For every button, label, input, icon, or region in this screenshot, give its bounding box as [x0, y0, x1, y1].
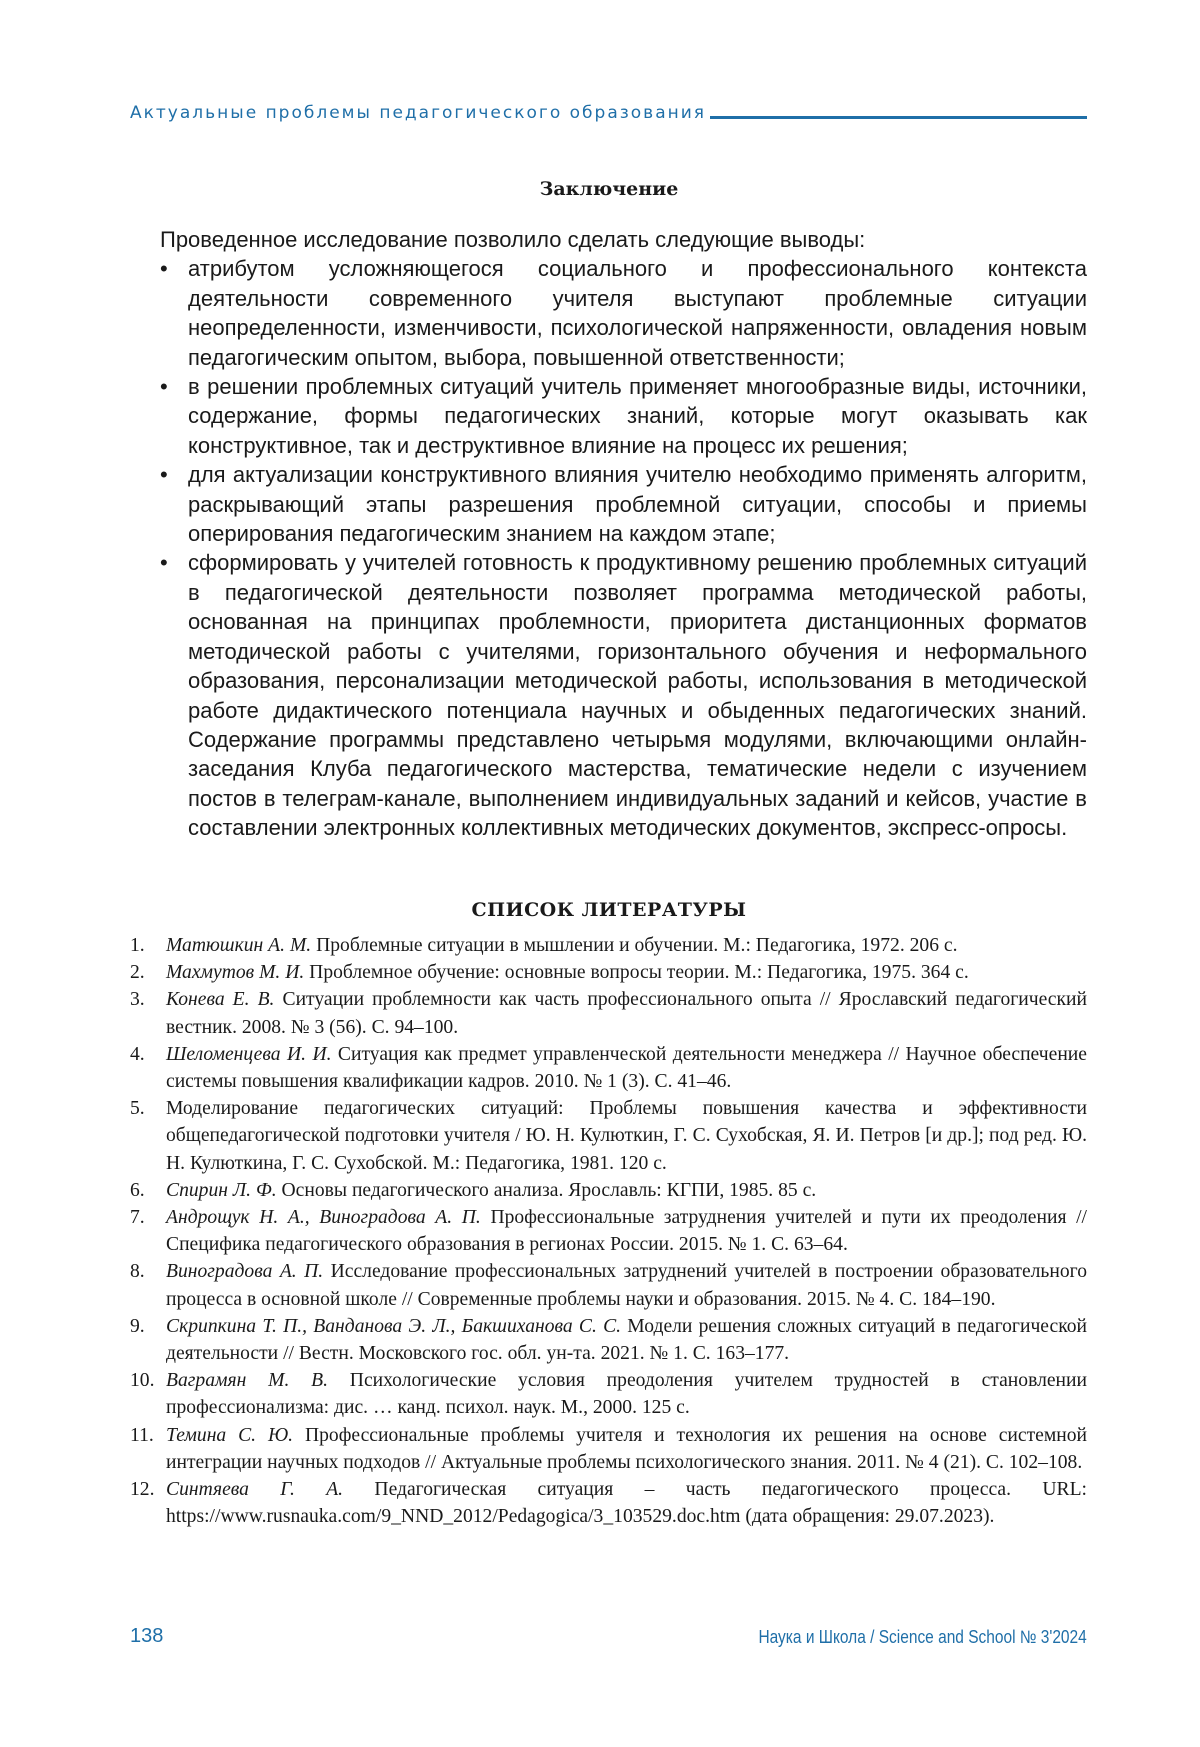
reference-number: 10. — [130, 1370, 155, 1392]
header-rule — [710, 116, 1087, 119]
reference-authors: Ваграмян М. В. — [166, 1370, 329, 1392]
reference-text: Основы педагогического анализа. Ярославль: КГПИ, 1985. 85 с. — [276, 1179, 817, 1201]
conclusion-bullet — [160, 372, 1087, 460]
conclusion-bullet — [160, 254, 1087, 372]
bullet-icon: • — [160, 550, 168, 576]
reference-item — [130, 1041, 1087, 1095]
reference-number: 7. — [130, 1207, 145, 1229]
conclusion-bullet — [160, 548, 1087, 842]
reference-text: Ситуация как предмет управленческой деятельности менеджера // Научное обеспечение системы повышения квалификации кадров. 2010. № 1 (3). С. 41–46. — [166, 1043, 1087, 1093]
reference-authors: Темина С. Ю. — [166, 1424, 294, 1446]
reference-number: 3. — [130, 989, 145, 1011]
reference-text: Педагогическая ситуация – часть педагогического процесса. URL: https://www.rusnauka.com/9_NND_2012/Pedagogica/3_103529.doc.htm (дата обращения: 29.07.2023). — [166, 1479, 1087, 1528]
reference-text: Модели решения сложных ситуаций в педагогической деятельности // Вестн. Московского гос. обл. ун-та. 2021. № 1. С. 163–177. — [166, 1315, 1087, 1365]
running-header-title: Актуальные проблемы педагогического образования — [130, 103, 707, 123]
reference-authors: Шеломенцева И. И. — [166, 1043, 332, 1065]
conclusion-body — [160, 225, 1087, 843]
reference-item — [130, 932, 1087, 959]
bullet-icon: • — [160, 374, 168, 400]
reference-authors: Матюшкин А. М. — [166, 935, 312, 956]
reference-authors: Андрощук Н. А., Виноградова А. П. — [166, 1207, 481, 1229]
references-heading: СПИСОК ЛИТЕРАТУРЫ — [471, 899, 747, 921]
reference-item — [130, 1367, 1087, 1421]
reference-text: Проблемные ситуации в мышлении и обучении. М.: Педагогика, 1972. 206 с. — [311, 935, 958, 956]
reference-number: 12. — [130, 1479, 155, 1501]
reference-authors: Виноградова А. П. — [166, 1261, 324, 1283]
reference-text: Профессиональные затруднения учителей и пути их преодоления // Специфика педагогического образования в регионах России. 2015. № 1. С. 63–64. — [166, 1207, 1087, 1256]
journal-footer: Наука и Школа / Science and School № 3'2024 — [758, 1627, 1087, 1647]
reference-item — [130, 986, 1087, 1040]
reference-item — [130, 1313, 1087, 1367]
page-number: 138 — [130, 1625, 164, 1647]
reference-item — [130, 959, 1087, 986]
conclusion-intro: Проведенное исследование позволило сделать следующие выводы: — [160, 227, 866, 252]
conclusion-heading: Заключение — [539, 178, 679, 200]
reference-number: 9. — [130, 1315, 145, 1337]
reference-authors: Махмутов М. И. — [166, 962, 305, 984]
bullet-text: в решении проблемных ситуаций учитель применяет многообразные виды, источники, содержание, формы педагогических знаний, которые могут оказывать как конструктивное, так и деструктивное влияние на процесс их решения; — [188, 374, 1087, 458]
bullet-icon: • — [160, 462, 168, 488]
reference-item — [130, 1476, 1087, 1530]
bullet-text: атрибутом усложняющегося социального и профессионального контекста деятельности современного учителя выступают проблемные ситуации неопределенности, изменчивости, психологической напряженности, овладения новым педагогическим опытом, выбора, повышенной ответственности; — [188, 256, 1087, 370]
reference-authors: Конева Е. В. — [166, 989, 275, 1011]
bullet-icon: • — [160, 256, 168, 282]
references-list — [130, 932, 1087, 1530]
conclusion-bullet — [160, 460, 1087, 548]
running-header — [130, 103, 1087, 123]
reference-text: Исследование профессиональных затруднений учителей в построении образовательного процесса в основной школе // Современные проблемы науки и образования. 2015. № 4. С. 184–190. — [166, 1261, 1087, 1310]
bullet-text: сформировать у учителей готовность к продуктивному решению проблемных ситуаций в педагогической деятельности позволяет программа методической работы, основанная на принципах проблемности, приоритета дистанционных форматов методической работы с учителями, горизонтального обучения и неформального образования, персонализации методической работы, использования в методической работе дидактического потенциала научных и обыденных педагогических знаний. Содержание программы представлено четырьмя модулями, включающими онлайн-заседания Клуба педагогического мастерства, тематические недели с изучением постов в телеграм-канале, выполнением индивидуальных заданий и кейсов, участие в составлении электронных коллективных методических документов, экспресс-опросы. — [188, 550, 1087, 841]
reference-text: Психологические условия преодоления учителем трудностей в становлении профессионализма: дис. … канд. психол. наук. М., 2000. 125 с. — [166, 1370, 1087, 1419]
reference-item — [130, 1204, 1087, 1258]
reference-number: 8. — [130, 1261, 145, 1283]
reference-number: 6. — [130, 1179, 145, 1201]
reference-number: 4. — [130, 1043, 145, 1065]
conclusion-bullet-list — [160, 254, 1087, 842]
reference-item — [130, 1095, 1087, 1177]
bullet-text: для актуализации конструктивного влияния учителю необходимо применять алгоритм, раскрывающий этапы разрешения проблемной ситуации, способы и приемы оперирования педагогическим знанием на каждом этапе; — [188, 462, 1087, 547]
reference-number: 1. — [130, 935, 145, 956]
reference-authors: Скрипкина Т. П., Ванданова Э. Л., Бакшиханова С. С. — [166, 1315, 622, 1337]
reference-authors: Синтяева Г. А. — [166, 1479, 344, 1501]
reference-authors: Спирин Л. Ф. — [166, 1179, 277, 1201]
reference-item — [130, 1258, 1087, 1312]
reference-number: 2. — [130, 962, 145, 984]
reference-text: Проблемное обучение: основные вопросы теории. М.: Педагогика, 1975. 364 с. — [304, 962, 969, 984]
reference-text: Ситуации проблемности как часть профессионального опыта // Ярославский педагогический вестник. 2008. № 3 (56). С. 94–100. — [166, 989, 1087, 1038]
reference-number: 11. — [130, 1424, 154, 1446]
reference-item — [130, 1177, 1087, 1204]
reference-item — [130, 1422, 1087, 1476]
reference-text: Моделирование педагогических ситуаций: Проблемы повышения качества и эффективности общепедагогической подготовки учителя / Ю. Н. Кулюткин, Г. С. Сухобская, Я. И. Петров [и др.]; под ред. Ю. Н. Кулюткина, Г. С. Сухобской. М.: Педагогика, 1981. 120 с. — [166, 1098, 1087, 1174]
reference-text: Профессиональные проблемы учителя и технология их решения на основе системной интеграции научных подходов // Актуальные проблемы психологического знания. 2011. № 4 (21). С. 102–108. — [166, 1424, 1088, 1473]
reference-number: 5. — [130, 1098, 145, 1120]
